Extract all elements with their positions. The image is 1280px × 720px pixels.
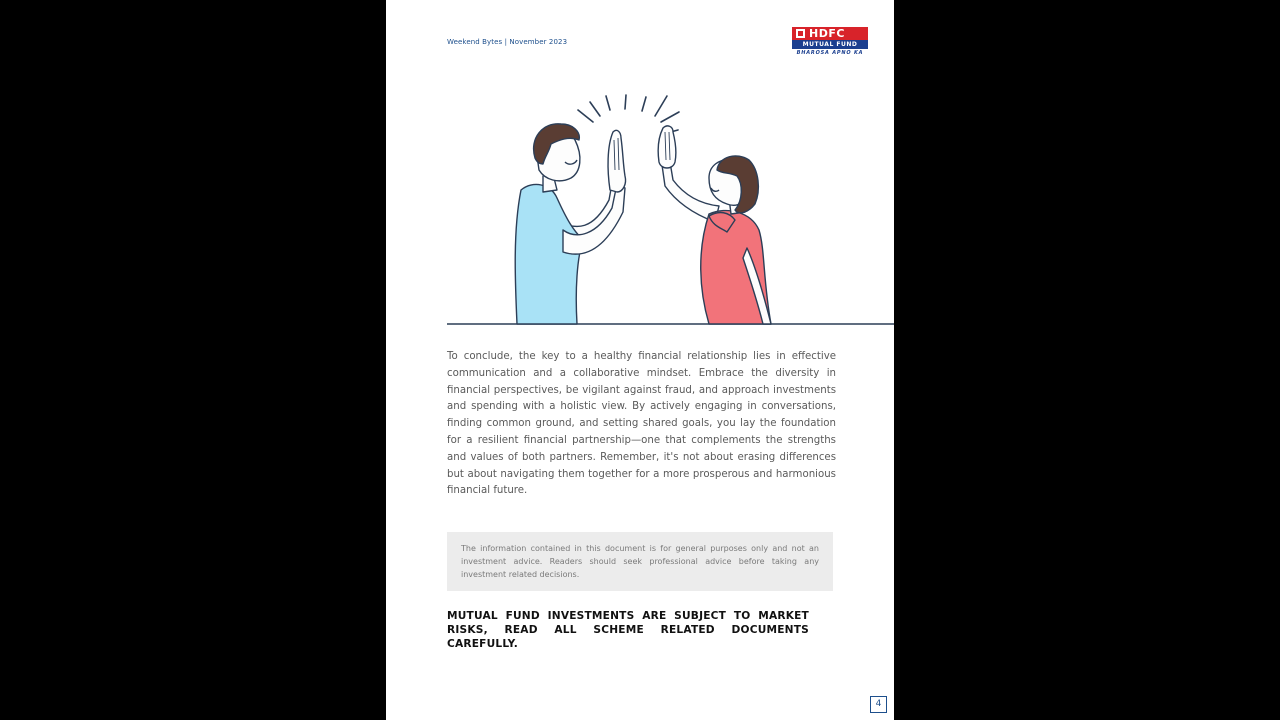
disclaimer-box: The information contained in this document is for general purposes only and not an investment advice. Readers should seek professional advice before taking any investment related decisions. <box>447 532 833 591</box>
hdfc-logo <box>792 27 868 61</box>
page-number: 4 <box>870 696 887 713</box>
logo-mark-icon <box>796 29 805 38</box>
logo-name: HDFC <box>809 27 845 40</box>
logo-tagline: BHAROSA APNO KA <box>796 50 864 56</box>
market-risk-warning: MUTUAL FUND INVESTMENTS ARE SUBJECT TO MARKET RISKS, READ ALL SCHEME RELATED DOCUMENTS CAREFULLY. <box>447 610 809 650</box>
high-five-illustration-icon <box>447 80 894 328</box>
header-title: Weekend Bytes | November 2023 <box>447 38 568 46</box>
document-page <box>386 0 894 720</box>
conclusion-paragraph: To conclude, the key to a healthy financial relationship lies in effective communication and a collaborative mindset. Embrace the diversity in financial perspectives, be vigilant against fraud, and approach investments and spending with a holistic view. By actively engaging in conversations, finding common ground, and setting shared goals, you lay the foundation for a resilient financial partnership—one that complements the strengths and values of both partners. Remember, it's not about erasing differences but about navigating them together for a more prosperous and harmonious financial future. <box>447 351 836 497</box>
logo-subtitle: MUTUAL FUND <box>792 40 868 49</box>
